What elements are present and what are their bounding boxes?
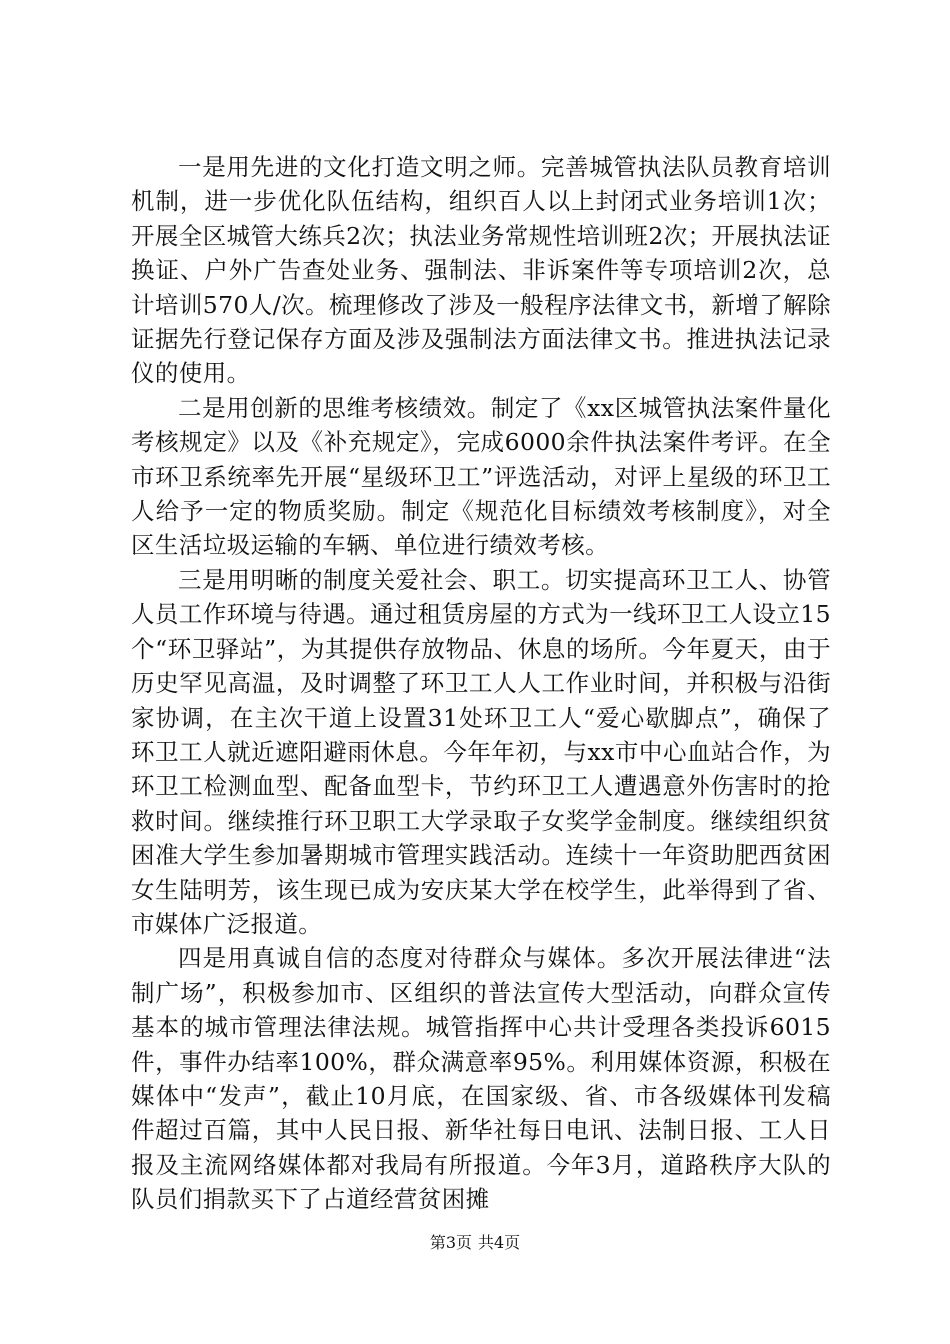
paragraph-performance-assessment: 二是用创新的思维考核绩效。制定了《xx区城管执法案件量化考核规定》以及《补充规定》，完成6000余件执法案件考评。在全市环卫系统率先开展“星级环卫工”评选活动，对评上星级的环卫工人给予一定的物质奖励。制定《规范化目标绩效考核制度》，对全区生活垃圾运输的车辆、单位进行绩效考核。 xyxy=(131,393,831,560)
page-footer xyxy=(0,1232,950,1254)
paragraph-worker-care: 三是用明晰的制度关爱社会、职工。切实提高环卫工人、协管人员工作环境与待遇。通过租赁房屋的方式为一线环卫工人设立15个“环卫驿站”，为其提供存放物品、休息的场所。今年夏天，由于历史罕见高温，及时调整了环卫工人人工作业时间，并积极与沿街家协调，在主次干道上设置31处环卫工人“爱心歇脚点”，确保了环卫工人就近遮阳避雨休息。今年年初，与xx市中心血站合作，为环卫工检测血型、配备血型卡，节约环卫工人遭遇意外伤害时的抢救时间。继续推行环卫职工大学录取子女奖学金制度。继续组织贫困准大学生参加暑期城市管理实践活动。连续十一年资助肥西贫困女生陆明芳，该生现已成为安庆某大学在校学生，此举得到了省、市媒体广泛报道。 xyxy=(131,565,831,938)
paragraph-culture-training: 一是用先进的文化打造文明之师。完善城管执法队员教育培训机制，进一步优化队伍结构，组织百人以上封闭式业务培训1次；开展全区城管大练兵2次；执法业务常规性培训班2次；开展执法证换证、户外广告查处业务、强制法、非诉案件等专项培训2次，总计培训570人/次。梳理修改了涉及一般程序法律文书，新增了解除证据先行登记保存方面及涉及强制法方面法律文书。推进执法记录仪的使用。 xyxy=(131,153,831,388)
page-total: 共4页 xyxy=(478,1233,521,1252)
document-body xyxy=(131,150,831,1217)
paragraph-public-media: 四是用真诚自信的态度对待群众与媒体。多次开展法律进“法制广场”，积极参加市、区组织的普法宣传大型活动，向群众宣传基本的城市管理法律法规。城管指挥中心共计受理各类投诉6015件，事件办结率100%，群众满意率95%。利用媒体资源，积极在媒体中“发声”，截止10月底，在国家级、省、市各级媒体刊发稿件超过百篇，其中人民日报、新华社每日电讯、法制日报、工人日报及主流网络媒体都对我局有所报道。今年3月，道路秩序大队的队员们捐款买下了占道经营贫困摊 xyxy=(131,944,831,1214)
page-number: 第3页 xyxy=(429,1233,472,1252)
